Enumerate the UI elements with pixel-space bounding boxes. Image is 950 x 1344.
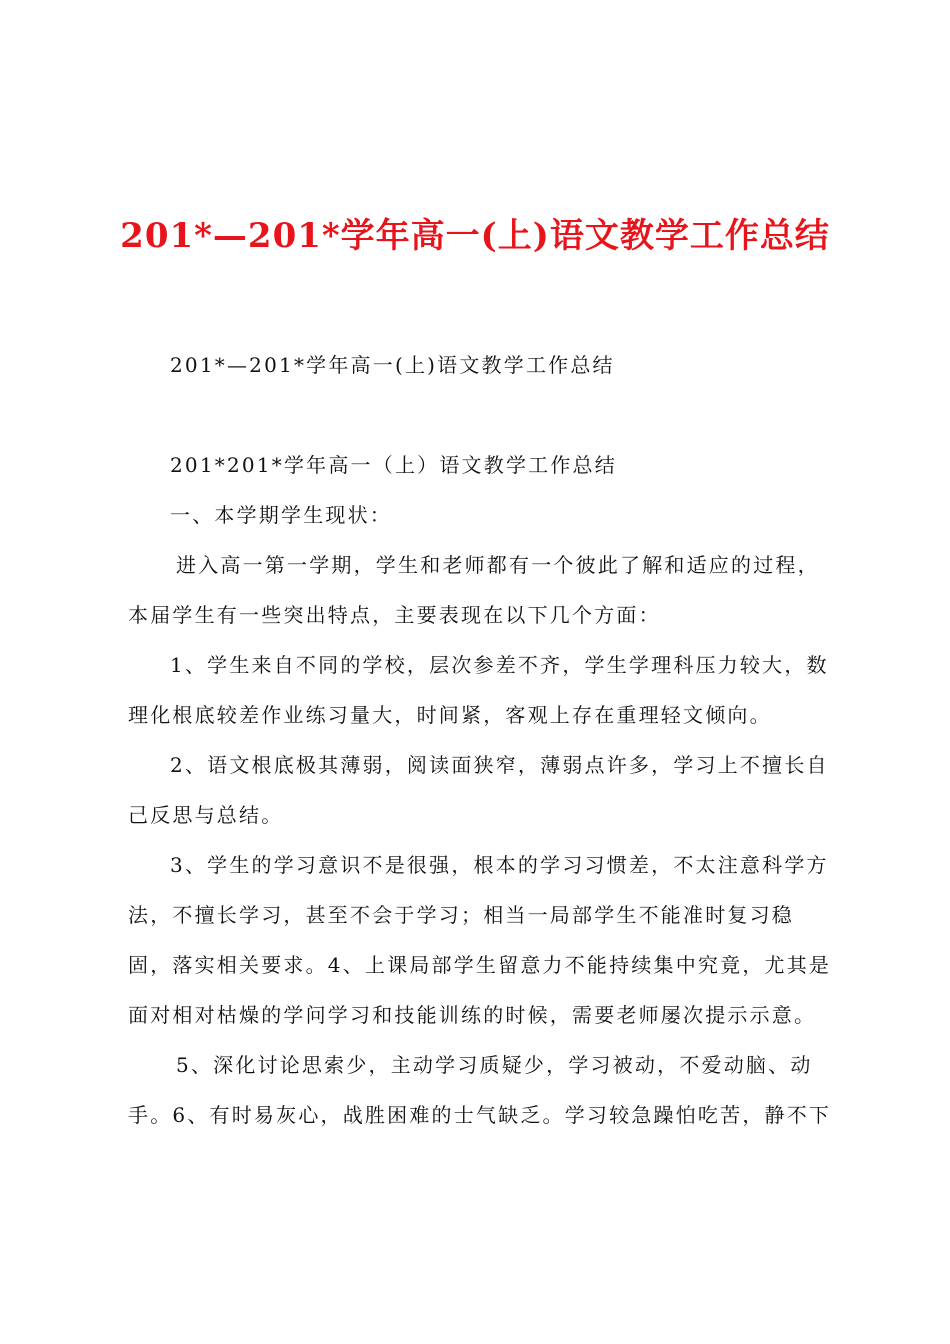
paragraph-line: 面对相对枯燥的学问学习和技能训练的时候，需要老师屡次提示示意。 [128,1003,817,1027]
paragraph-line: 2、语文根底极其薄弱，阅读面狭窄，薄弱点许多，学习上不擅长自 [170,753,829,777]
paragraph-line: 1、学生来自不同的学校，层次参差不齐，学生学理科压力较大，数 [170,653,829,677]
paragraph-line: 手。6、有时易灰心，战胜困难的士气缺乏。学习较急躁怕吃苦，静不下 [128,1103,832,1127]
section-heading: 一、本学期学生现状： [170,503,392,527]
document-title: 201*—201*学年高一(上)语文教学工作总结 [120,216,830,256]
paragraph-line: 理化根底较差作业练习量大，时间紧，客观上存在重理轻文倾向。 [128,703,772,727]
paragraph-line: 进入高一第一学期，学生和老师都有一个彼此了解和适应的过程， [176,553,820,577]
paragraph-line: 固，落实相关要求。4、上课局部学生留意力不能持续集中究竟，尤其是 [128,953,832,977]
paragraph-line: 本届学生有一些突出特点，主要表现在以下几个方面： [128,603,661,627]
paragraph-line: 5、深化讨论思索少，主动学习质疑少，学习被动，不爱动脑、动 [176,1053,813,1077]
paragraph-line: 法，不擅长学习，甚至不会于学习；相当一局部学生不能准时复习稳 [128,903,794,927]
paragraph-line: 己反思与总结。 [128,803,284,827]
subtitle-line: 201*201*学年高一（上）语文教学工作总结 [170,453,617,477]
paragraph-line: 3、学生的学习意识不是很强，根本的学习习惯差，不太注意科学方 [170,853,829,877]
subtitle-line: 201*—201*学年高一(上)语文教学工作总结 [170,353,615,377]
